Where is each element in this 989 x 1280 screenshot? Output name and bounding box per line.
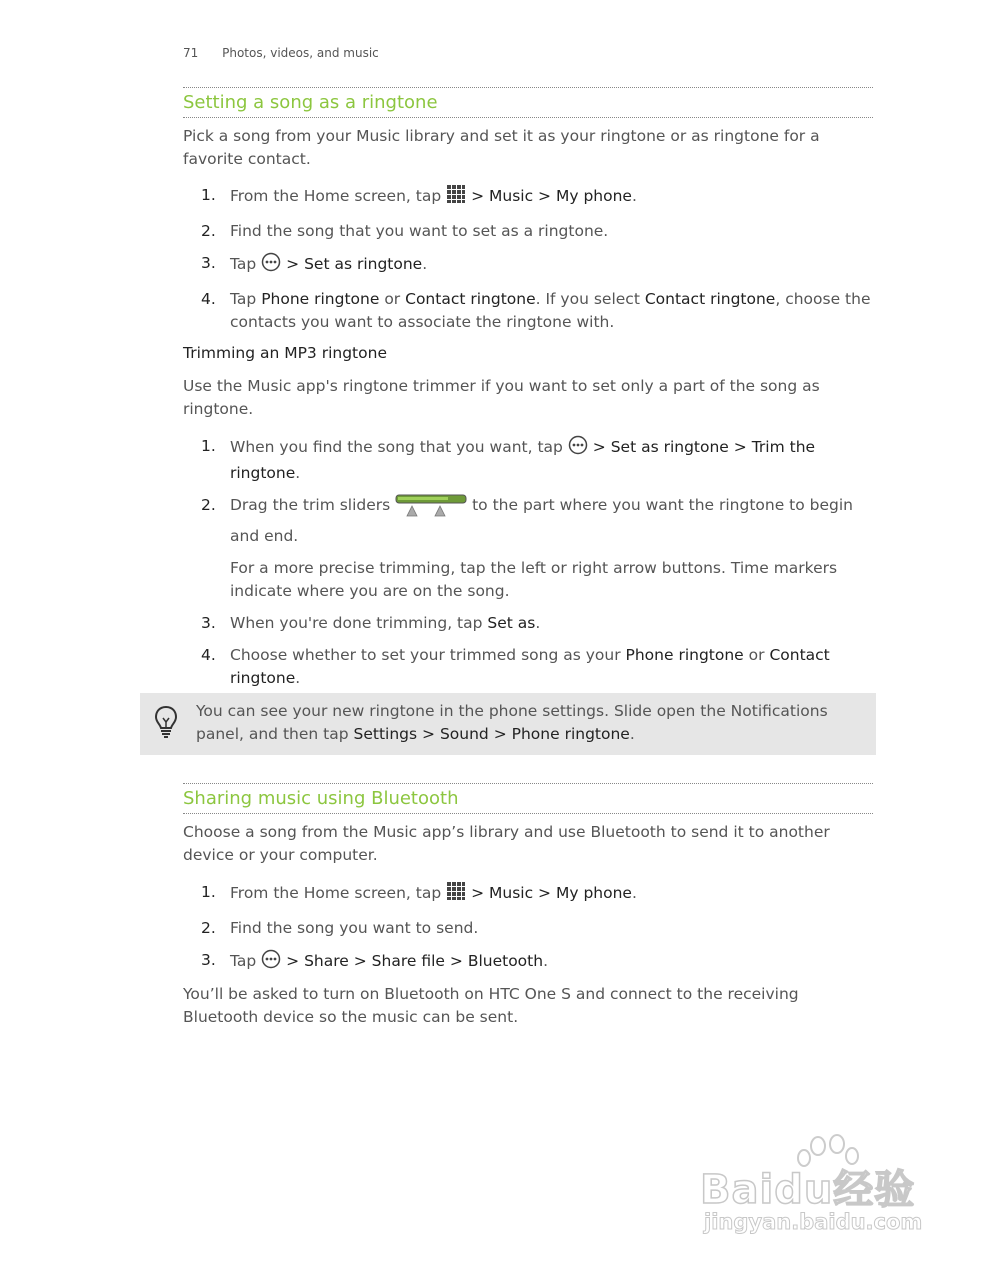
subsection-intro: Use the Music app's ringtone trimmer if you want to set only a part of the song as ringtone.	[183, 377, 820, 418]
watermark-url: jingyan.baidu.com	[704, 1210, 923, 1234]
page-number: 71	[183, 46, 199, 60]
more-options-icon	[261, 949, 281, 976]
list-item: 3. When you're done trimming, tap Set as.	[201, 614, 541, 632]
section-intro: Choose a song from the Music app’s library and use Bluetooth to send it to another device or your computer.	[183, 823, 830, 864]
section-heading-bluetooth	[183, 783, 873, 814]
trim-slider-icon	[395, 494, 467, 525]
list-item: 4. Tap Phone ringtone or Contact ringtone. If you select Contact ringtone, choose the contacts you want to associate the ringtone with.	[201, 290, 871, 331]
list-item: 1. From the Home screen, tap > Music > My phone.	[183, 881, 873, 908]
chapter-title: Photos, videos, and music	[222, 46, 379, 60]
list-item: 4. Choose whether to set your trimmed song as your Phone ringtone or Contact ringtone.	[201, 646, 830, 687]
list-item: 3. Tap > Share > Share file > Bluetooth.	[183, 949, 873, 976]
list-item: 1. From the Home screen, tap > Music > My phone.	[183, 184, 873, 211]
ringtone-steps	[183, 184, 873, 334]
section-outro: You’ll be asked to turn on Bluetooth on HTC One S and connect to the receiving Bluetooth device so the music can be sent.	[183, 985, 799, 1026]
lightbulb-icon	[154, 705, 178, 743]
baidu-watermark	[700, 1130, 940, 1254]
subsection-title: Trimming an MP3 ringtone	[183, 344, 387, 362]
watermark-brand: Baidu经验	[700, 1167, 916, 1213]
section-title: Sharing music using Bluetooth	[183, 788, 459, 809]
apps-grid-icon	[446, 881, 466, 908]
apps-grid-icon	[446, 184, 466, 211]
tip-box	[140, 693, 876, 755]
bluetooth-steps	[183, 881, 873, 976]
section-heading-ringtone	[183, 87, 873, 118]
tip-text: You can see your new ringtone in the phone settings. Slide open the Notifications panel, and then tap Settings > Sound > Phone ringtone.	[196, 702, 828, 743]
more-options-icon	[568, 435, 588, 462]
list-item: 2. Find the song you want to send.	[201, 919, 479, 937]
section-intro: Pick a song from your Music library and set it as your ringtone or as ringtone for a favorite contact.	[183, 127, 820, 168]
list-item: 2. Drag the trim sliders to the part where you want the ringtone to begin and end. For a more precise trimming, tap the left or right arrow buttons. Time markers indicate where you are on the song.	[183, 494, 873, 603]
more-options-icon	[261, 252, 281, 279]
list-item: 2. Find the song that you want to set as a ringtone.	[201, 222, 609, 240]
list-item: 1. When you find the song that you want, tap > Set as ringtone > Trim the ringtone.	[201, 437, 816, 482]
list-item: 3. Tap > Set as ringtone.	[183, 252, 873, 279]
step-note: For a more precise trimming, tap the left or right arrow buttons. Time markers indicate where you are on the song.	[230, 559, 838, 600]
section-title: Setting a song as a ringtone	[183, 92, 438, 113]
page-header	[183, 46, 379, 60]
trim-steps	[183, 435, 873, 690]
